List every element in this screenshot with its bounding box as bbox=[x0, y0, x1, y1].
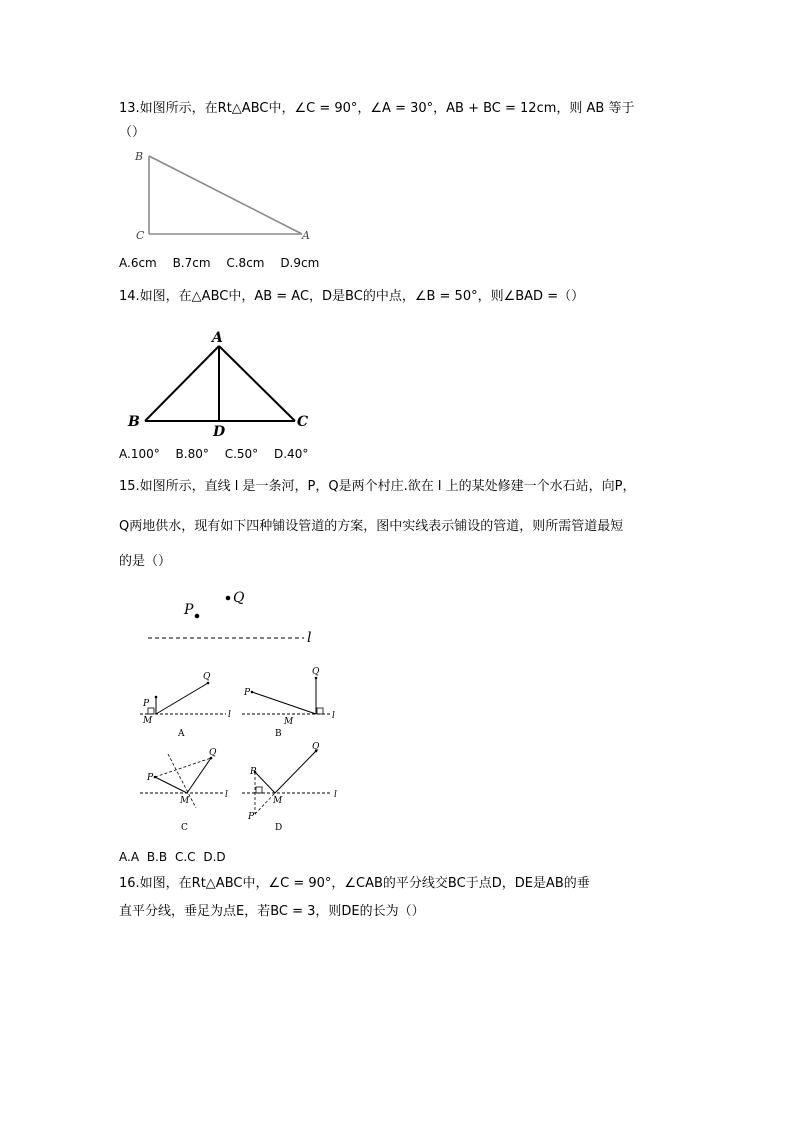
q16-stem-line2: 直平分线，垂足为点E，若BC = 3，则DE的长为（） bbox=[119, 904, 425, 919]
q13-label-b: B bbox=[135, 150, 144, 163]
q15a-label-l: l bbox=[228, 710, 231, 720]
q13-option-a[interactable]: A.6cm bbox=[119, 256, 157, 270]
q15-panel-d[interactable] bbox=[238, 740, 348, 834]
q15-point-q bbox=[226, 596, 231, 601]
q15c-pipe-mq bbox=[187, 758, 211, 793]
q15b-point-p bbox=[251, 691, 254, 694]
q15b-label-m: M bbox=[284, 717, 294, 727]
q15-stem-line3: 的是（） bbox=[119, 554, 172, 569]
q13-stem-line1: 13.如图所示，在Rt△ABC中，∠C = 90°，∠A = 30°，AB + BC = 12cm，则 AB 等于 bbox=[119, 101, 635, 116]
q14-label-b: B bbox=[128, 414, 140, 430]
q15-stem-line1: 15.如图所示，直线 l 是一条河，P，Q是两个村庄.欲在 l 上的某处修建一个水石站，向P， bbox=[119, 479, 636, 494]
q15-option-b[interactable]: B.B bbox=[146, 850, 168, 864]
q15-panel-a[interactable] bbox=[138, 667, 238, 739]
q13-option-b[interactable]: B.7cm bbox=[172, 256, 211, 270]
q15b-pipe-pm bbox=[252, 692, 316, 714]
q15a-label-m: M bbox=[143, 716, 153, 726]
q15c-label-p: P bbox=[147, 773, 154, 783]
q15d-pipe-mq bbox=[275, 751, 316, 793]
q15b-label-l: l bbox=[332, 711, 335, 721]
q14-figure bbox=[125, 328, 325, 440]
q15b-point-q bbox=[315, 677, 318, 680]
q13-options bbox=[119, 255, 331, 271]
q14-stem-line1: 14.如图，在△ABC中，AB = AC，D是BC的中点，∠B = 50°，则∠BAD =（） bbox=[119, 289, 585, 304]
q15d-caption: D bbox=[275, 823, 283, 833]
q14-option-c[interactable]: C.50° bbox=[224, 447, 259, 461]
q14-label-d: D bbox=[213, 424, 226, 440]
q15a-point-q bbox=[207, 682, 210, 685]
q13-label-a: A bbox=[302, 229, 310, 242]
q15d-label-p-prime: P' bbox=[248, 812, 257, 822]
q15d-label-p: P bbox=[250, 767, 257, 777]
q14-options bbox=[119, 446, 320, 462]
q14-label-a: A bbox=[212, 330, 223, 346]
q15b-right-angle bbox=[317, 708, 323, 714]
q15-panel-b[interactable] bbox=[238, 664, 348, 739]
q13-label-c: C bbox=[136, 229, 145, 242]
q15d-label-q: Q bbox=[312, 742, 320, 752]
q15b-caption: B bbox=[275, 729, 282, 739]
q15c-segment-pq bbox=[155, 758, 211, 777]
q13-figure bbox=[130, 148, 320, 242]
q15c-label-l: l bbox=[225, 790, 228, 800]
q14-side-ac bbox=[219, 346, 295, 421]
q13-option-c[interactable]: C.8cm bbox=[226, 256, 265, 270]
q16-stem-line1: 16.如图，在Rt△ABC中，∠C = 90°，∠CAB的平分线交BC于点D，DE是AB的垂 bbox=[119, 876, 590, 891]
q15-option-a[interactable]: A.A bbox=[119, 850, 140, 864]
q15-point-p bbox=[195, 614, 200, 619]
q15a-point-p bbox=[155, 696, 158, 699]
q15-main-figure bbox=[140, 585, 330, 647]
q15d-label-l: l bbox=[334, 790, 337, 800]
q14-option-a[interactable]: A.100° bbox=[119, 447, 160, 461]
q14-label-c: C bbox=[297, 414, 309, 430]
q15a-pipe-mq bbox=[156, 683, 208, 714]
q15d-right-angle bbox=[256, 787, 262, 793]
q15a-label-p: P bbox=[143, 699, 150, 709]
q15-option-d[interactable]: D.D bbox=[203, 850, 226, 864]
q15-label-l: l bbox=[307, 630, 312, 646]
q15-panel-c[interactable] bbox=[138, 744, 238, 834]
q13-side-ab bbox=[149, 156, 302, 234]
q15a-caption: A bbox=[178, 729, 185, 739]
q13-stem-line2: （） bbox=[119, 125, 146, 140]
q15a-label-q: Q bbox=[203, 672, 211, 682]
q15c-caption: C bbox=[181, 823, 188, 833]
q15-option-c[interactable]: C.C bbox=[174, 850, 196, 864]
q14-option-b[interactable]: B.80° bbox=[175, 447, 209, 461]
q15c-pipe-pm bbox=[155, 777, 187, 793]
q15b-label-p: P bbox=[244, 688, 251, 698]
q15d-segment-p2m bbox=[255, 793, 275, 814]
q15d-label-m: M bbox=[273, 796, 283, 806]
q13-option-d[interactable]: D.9cm bbox=[280, 256, 320, 270]
q14-side-ab bbox=[145, 346, 219, 421]
q15-stem-line2: Q两地供水，现有如下四种铺设管道的方案，图中实线表示铺设的管道，则所需管道最短 bbox=[119, 519, 624, 534]
q15-options bbox=[119, 849, 230, 865]
q15c-label-q: Q bbox=[209, 748, 217, 758]
q15-label-q: Q bbox=[233, 590, 245, 606]
q15c-point-p bbox=[154, 776, 157, 779]
q15d-pipe-pm bbox=[255, 772, 275, 793]
q14-option-d[interactable]: D.40° bbox=[274, 447, 309, 461]
q15b-label-q: Q bbox=[312, 667, 320, 677]
q15-label-p: P bbox=[184, 602, 194, 618]
q15c-label-m: M bbox=[180, 796, 190, 806]
